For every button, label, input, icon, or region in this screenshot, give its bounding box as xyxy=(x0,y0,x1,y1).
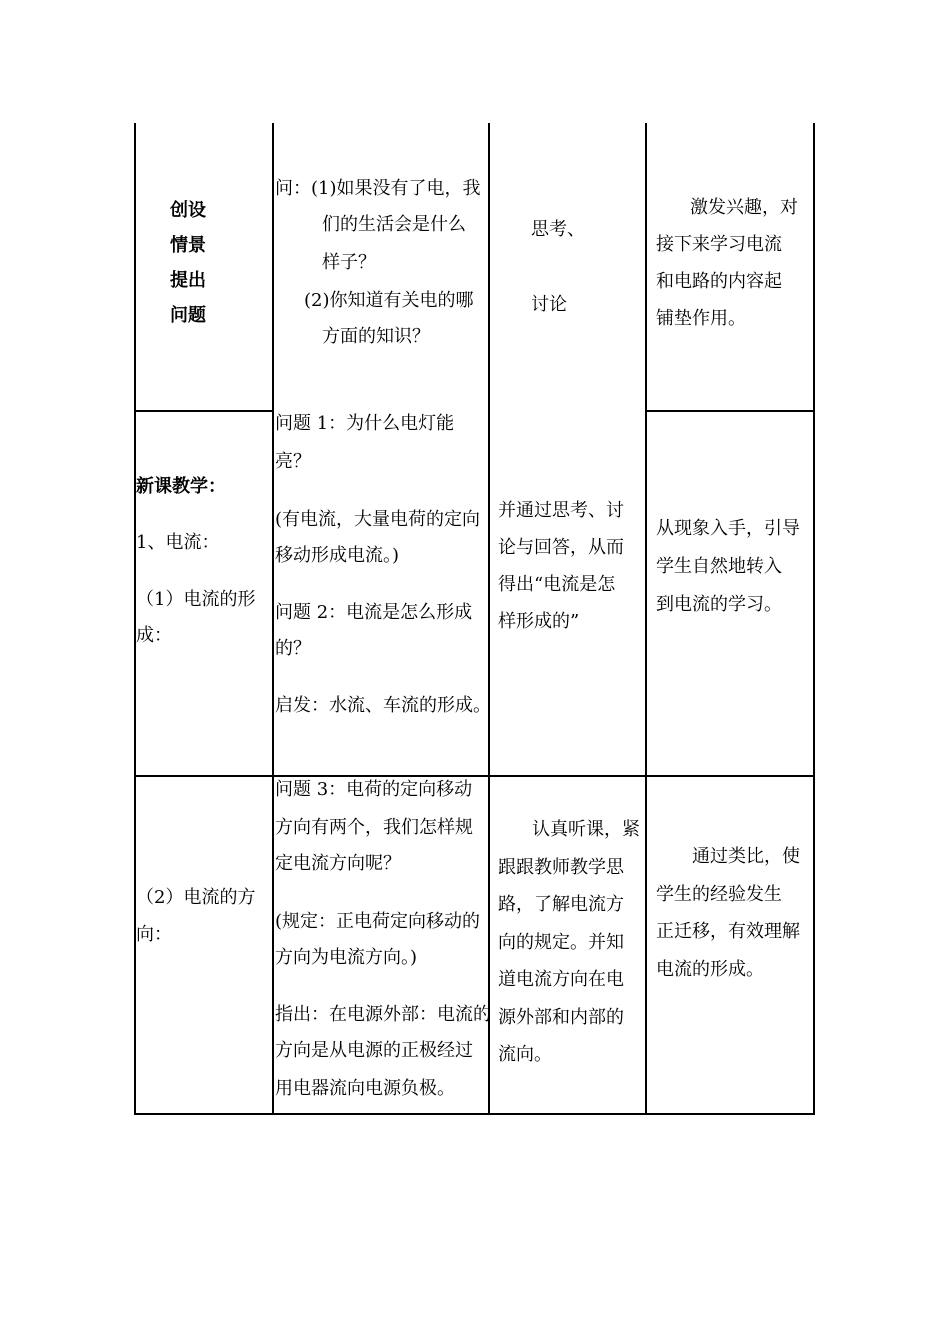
row3-teacher-line: 方向为电流方向。) xyxy=(275,947,418,968)
row3-student-line: 流向。 xyxy=(498,1044,552,1065)
row3-teacher-line: 指出：在电源外部：电流的 xyxy=(275,1004,491,1025)
row2-student-line: 并通过思考、讨 xyxy=(498,500,624,521)
row-divider-1-col4 xyxy=(645,410,815,412)
row1-intent-line: 接下来学习电流 xyxy=(656,234,782,255)
row3-student-line: 道电流方向在电 xyxy=(498,969,624,990)
row-divider-1-col1 xyxy=(134,410,274,412)
row2-student-cell xyxy=(498,492,624,640)
row1-teacher-line: 问：(1)如果没有了电，我 xyxy=(275,178,481,199)
row1-intent-line: 激发兴趣，对 xyxy=(690,197,798,218)
row2-teacher-line: 问题 2：电流是怎么形成 xyxy=(275,602,473,623)
row2-intent-line: 从现象入手，引导 xyxy=(656,518,800,539)
row1-teacher-line: 方面的知识？ xyxy=(322,326,430,347)
row2-teacher-line: 的？ xyxy=(275,638,311,659)
table-border-bottom xyxy=(134,1113,815,1115)
row1-intent-cell xyxy=(656,189,798,337)
row3-intent-line: 通过类比，使 xyxy=(692,846,800,867)
row3-teacher-line: 用电器流向电源负极。 xyxy=(275,1078,455,1099)
row1-teacher-line: 们的生活会是什么 xyxy=(322,214,466,235)
table-border-right xyxy=(813,123,815,1115)
row2-teacher-line: (有电流，大量电荷的定向 xyxy=(275,509,481,530)
row3-intent-line: 电流的形成。 xyxy=(656,958,764,980)
row2-stage-line: （1）电流的形 xyxy=(136,589,256,610)
row3-intent-line: 学生的经验发生 xyxy=(656,883,782,905)
row3-student-line: 源外部和内部的 xyxy=(498,1006,624,1028)
row3-teacher-line: 方向有两个，我们怎样规 xyxy=(275,817,473,838)
row3-intent-cell xyxy=(656,838,800,988)
row2-student-line: 论与回答，从而 xyxy=(498,537,624,558)
row3-intent-line: 正迁移，有效理解 xyxy=(656,921,800,942)
row3-student-line: 路，了解电流方 xyxy=(498,894,624,915)
row3-student-line: 向的规定。并知 xyxy=(498,931,624,953)
row2-intent-cell xyxy=(656,510,800,624)
row2-teacher-line: 移动形成电流。) xyxy=(275,545,400,566)
row3-teacher-line: (规定：正电荷定向移动的 xyxy=(275,911,481,932)
row3-student-cell xyxy=(498,811,640,1074)
row3-stage-line: （2）电流的方 xyxy=(136,887,256,908)
row2-teacher-line: 问题 1：为什么电灯能 xyxy=(275,413,455,434)
row3-student-line: 认真听课，紧 xyxy=(532,819,640,840)
row1-stage-cell xyxy=(170,193,206,333)
row1-stage-line: 创设 xyxy=(170,200,206,221)
row1-student-line: 讨论 xyxy=(531,294,567,315)
row2-stage-line: 成： xyxy=(136,625,172,646)
row2-intent-line: 学生自然地转入 xyxy=(656,556,782,577)
row1-intent-line: 和电路的内容起 xyxy=(656,271,782,292)
table-border-col1 xyxy=(272,123,274,1115)
row1-student-line: 思考、 xyxy=(531,219,585,240)
row-divider-2 xyxy=(134,775,815,777)
row1-intent-line: 铺垫作用。 xyxy=(656,308,746,329)
table-border-col3 xyxy=(645,123,647,1115)
row1-stage-line: 提出 xyxy=(170,270,206,291)
row3-stage-line: 向： xyxy=(136,924,172,945)
row1-stage-line: 问题 xyxy=(170,305,206,326)
row2-student-line: 样形成的” xyxy=(498,611,580,632)
table-border-col2 xyxy=(488,123,490,1115)
row3-teacher-line: 方向是从电源的正极经过 xyxy=(275,1040,473,1061)
row3-teacher-line: 定电流方向呢？ xyxy=(275,853,401,874)
row1-teacher-line: (2)你知道有关电的哪 xyxy=(304,290,474,311)
row3-teacher-line: 问题 3：电荷的定向移动 xyxy=(275,779,473,800)
row2-stage-line: 1、电流： xyxy=(136,532,220,553)
row1-teacher-line: 样子？ xyxy=(322,252,376,273)
row3-student-line: 跟跟教师教学思 xyxy=(498,856,624,878)
row2-teacher-line: 亮？ xyxy=(275,451,311,472)
row2-student-line: 得出“电流是怎 xyxy=(498,574,616,595)
row2-teacher-line: 启发：水流、车流的形成。 xyxy=(275,695,491,716)
row2-stage-heading: 新课教学： xyxy=(136,476,226,497)
row2-intent-line: 到电流的学习。 xyxy=(656,594,782,615)
row1-stage-line: 情景 xyxy=(170,235,206,256)
